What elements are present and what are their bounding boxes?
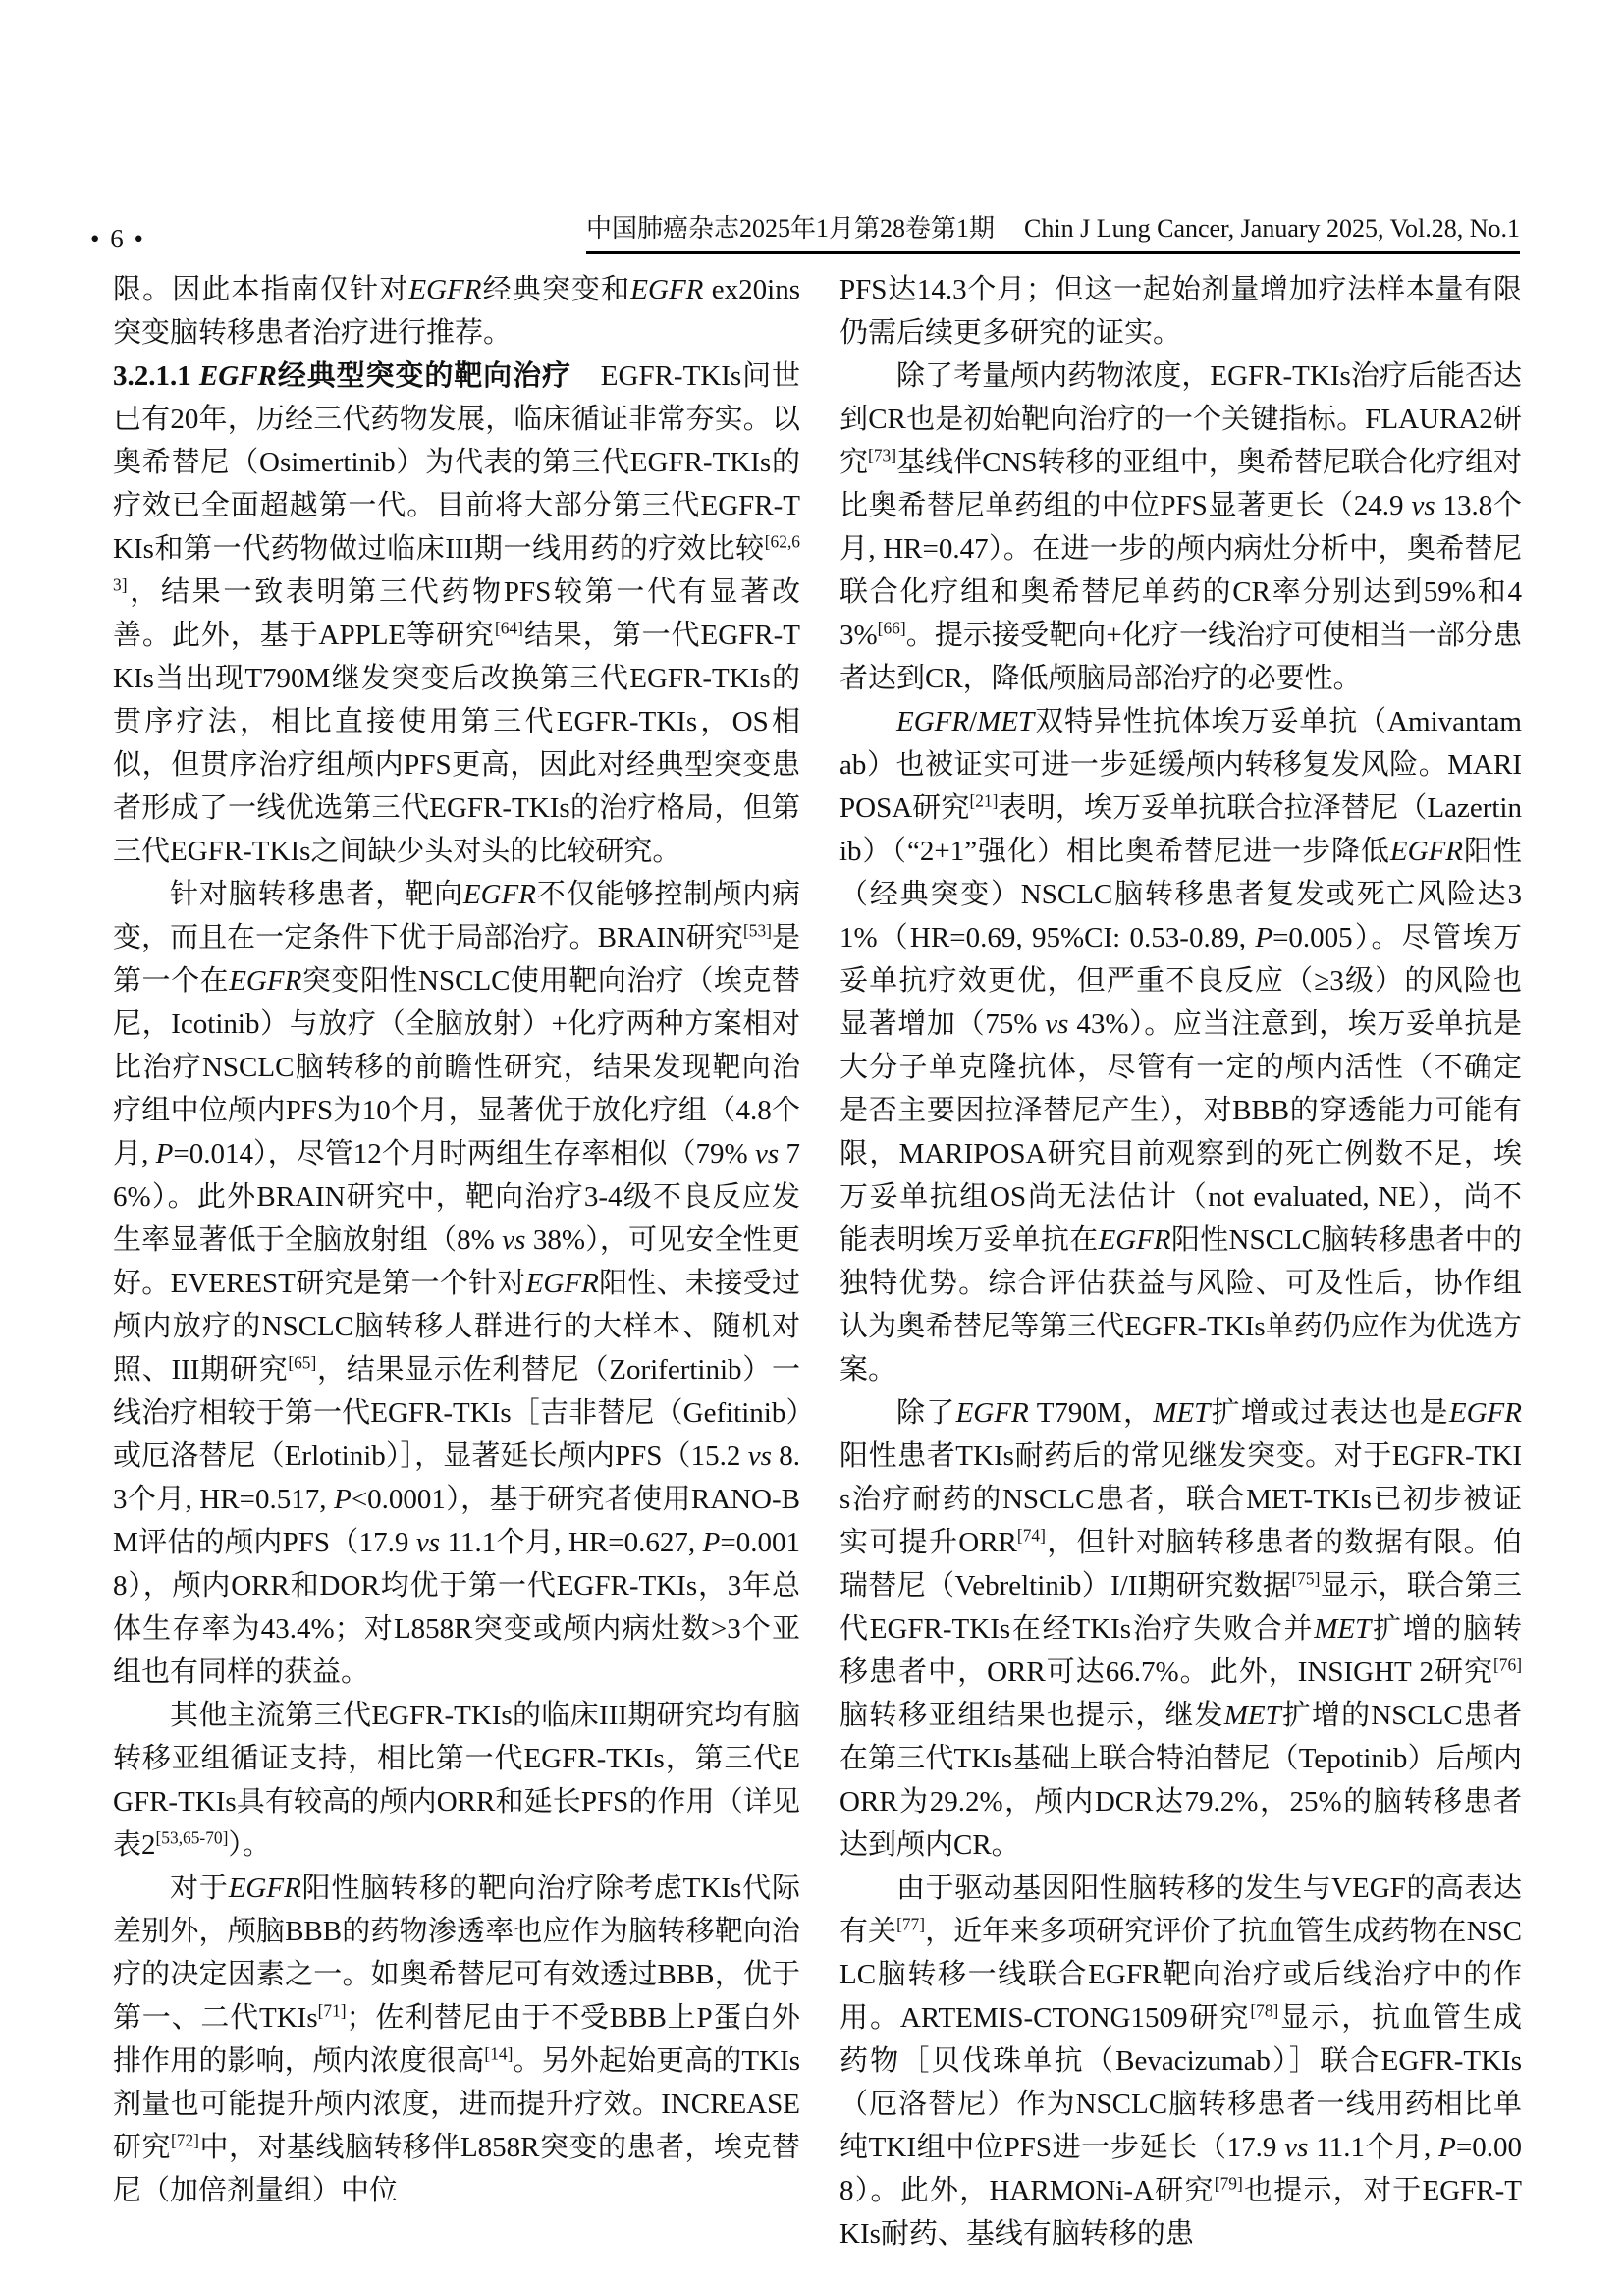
journal-title-line: [586, 214, 1520, 254]
page-header: [0, 0, 1624, 254]
right-column: [839, 268, 1522, 2255]
article-body: [0, 254, 1624, 2255]
paragraph: EGFR/MET双特异性抗体埃万妥单抗（Amivantamab）也被证实可进一步延缓颅内转移复发风险。MARIPOSA研究[21]表明，埃万妥单抗联合拉泽替尼（Lazertinib）（“2+1”强化）相比奥希替尼进一步降低EGFR阳性（经典突变）NSCLC脑转移患者复发或死亡风险达31%（HR=0.69, 95%CI: 0.53-0.89, P=0.005）。尽管埃万妥单抗疗效更优，但严重不良反应（≥3级）的风险也显著增加（75% vs 43%）。应当注意到，埃万妥单抗是大分子单克隆抗体，尽管有一定的颅内活性（不确定是否主要因拉泽替尼产生），对BBB的穿透能力可能有限，MARIPOSA研究目前观察到的死亡例数不足，埃万妥单抗组OS尚无法估计（not evaluated, NE），尚不能表明埃万妥单抗在EGFR阳性NSCLC脑转移患者中的独特优势。综合评估获益与风险、可及性后，协作组认为奥希替尼等第三代EGFR-TKIs单药仍应作为优选方案。: [839, 706, 1523, 1385]
paragraph: 除了考量颅内药物浓度，EGFR-TKIs治疗后能否达到CR也是初始靶向治疗的一个关键指标。FLAURA2研究[73]基线伴CNS转移的亚组中，奥希替尼联合化疗组对比奥希替尼单药组的中位PFS显著更长（24.9 vs 13.8个月, HR=0.47）。在进一步的颅内病灶分析中，奥希替尼联合化疗组和奥希替尼单药的CR率分别达到59%和43%[66]。提示接受靶向+化疗一线治疗可使相当一部分患者达到CR，降低颅脑局部治疗的必要性。: [839, 360, 1522, 694]
left-column: [113, 268, 800, 2255]
journal-title-en: Chin J Lung Cancer, January 2025, Vol.28, No.1: [1024, 214, 1520, 243]
paragraph: 除了EGFR T790M，MET扩增或过表达也是EGFR阳性患者TKIs耐药后的常见继发突变。对于EGFR-TKIs治疗耐药的NSCLC患者，联合MET-TKIs已初步被证实可提升ORR[74]，但针对脑转移患者的数据有限。伯瑞替尼（Vebreltinib）I/II期研究数据[75]显示，联合第三代EGFR-TKIs在经TKIs治疗失败合并MET扩增的脑转移患者中，ORR可达66.7%。此外，INSIGHT 2研究[76]脑转移亚组结果也提示，继发MET扩增的NSCLC患者在第三代TKIs基础上联合特泊替尼（Tepotinib）后颅内ORR为29.2%，颅内DCR达79.2%，25%的脑转移患者达到颅内CR。: [839, 1397, 1522, 1861]
paragraph: 由于驱动基因阳性脑转移的发生与VEGF的高表达有关[77]，近年来多项研究评价了抗血管生成药物在NSCLC脑转移一线联合EGFR靶向治疗或后线治疗中的作用。ARTEMIS-CTONG1509研究[78]显示，抗血管生成药物［贝伐珠单抗（Bevacizumab）］联合EGFR-TKIs（厄洛替尼）作为NSCLC脑转移患者一线用药相比单纯TKI组中位PFS进一步延长（17.9 vs 11.1个月, P=0.008）。此外，HARMONi-A研究[79]也提示，对于EGFR-TKIs耐药、基线有脑转移的患: [839, 1873, 1522, 2250]
paragraph: 对于EGFR阳性脑转移的靶向治疗除考虑TKIs代际差别外，颅脑BBB的药物渗透率也应作为脑转移靶向治疗的决定因素之一。如奥希替尼可有效透过BBB，优于第一、二代TKIs[71]；佐利替尼由于不受BBB上P蛋白外排作用的影响，颅内浓度很高[14]。另外起始更高的TKIs剂量也可能提升颅内浓度，进而提升疗效。INCREASE研究[72]中，对基线脑转移伴L858R突变的患者，埃克替尼（加倍剂量组）中位: [113, 1873, 800, 2206]
paragraph: 其他主流第三代EGFR-TKIs的临床III期研究均有脑转移亚组循证支持，相比第一代EGFR-TKIs，第三代EGFR-TKIs具有较高的颅内ORR和延长PFS的作用（详见表2[53,65-70]）。: [113, 1700, 800, 1861]
paragraph: 限。因此本指南仅针对EGFR经典突变和EGFR ex20ins突变脑转移患者治疗进行推荐。: [113, 274, 800, 349]
paragraph: 3.2.1.1 EGFR经典型突变的靶向治疗 EGFR-TKIs问世已有20年，历经三代药物发展，临床循证非常夯实。以奥希替尼（Osimertinib）为代表的第三代EGFR-TKIs的疗效已全面超越第一代。目前将大部分第三代EGFR-TKIs和第一代药物做过临床III期一线用药的疗效比较[62,63]，结果一致表明第三代药物PFS较第一代有显著改善。此外，基于APPLE等研究[64]结果，第一代EGFR-TKIs当出现T790M继发突变后改换第三代EGFR-TKIs的贯序疗法，相比直接使用第三代EGFR-TKIs，OS相似，但贯序治疗组颅内PFS更高，因此对经典型突变患者形成了一线优选第三代EGFR-TKIs的治疗格局，但第三代EGFR-TKIs之间缺少头对头的比较研究。: [113, 360, 800, 867]
paragraph: 针对脑转移患者，靶向EGFR不仅能够控制颅内病变，而且在一定条件下优于局部治疗。BRAIN研究[53]是第一个在EGFR突变阳性NSCLC使用靶向治疗（埃克替尼，Icotinib）与放疗（全脑放射）+化疗两种方案相对比治疗NSCLC脑转移的前瞻性研究，结果发现靶向治疗组中位颅内PFS为10个月，显著优于放化疗组（4.8个月, P=0.014），尽管12个月时两组生存率相似（79% vs 76%）。此外BRAIN研究中，靶向治疗3-4级不良反应发生率显著低于全脑放射组（8% vs 38%），可见安全性更好。EVEREST研究是第一个针对EGFR阳性、未接受过颅内放疗的NSCLC脑转移人群进行的大样本、随机对照、III期研究[65]，结果显示佐利替尼（Zorifertinib）一线治疗相较于第一代EGFR-TKIs［吉非替尼（Gefitinib）或厄洛替尼（Erlotinib）］，显著延长颅内PFS（15.2 vs 8.3个月, HR=0.517, P<0.0001），基于研究者使用RANO-BM评估的颅内PFS（17.9 vs 11.1个月, HR=0.627, P=0.0018），颅内ORR和DOR均优于第一代EGFR-TKIs，3年总体生存率为43.4%；对L858R突变或颅内病灶数>3个亚组也有同样的获益。: [113, 879, 801, 1688]
paragraph: PFS达14.3个月；但这一起始剂量增加疗法样本量有限仍需后续更多研究的证实。: [839, 274, 1522, 349]
journal-title-cn: 中国肺癌杂志2025年1月第28卷第1期: [586, 214, 996, 243]
page-number: • 6 •: [90, 224, 145, 253]
